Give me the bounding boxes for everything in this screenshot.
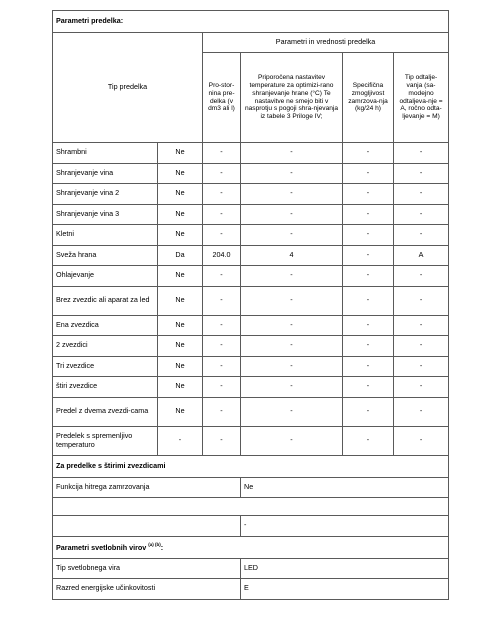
compartment-present: Ne [158, 184, 203, 205]
compartment-freezing-capacity: - [343, 184, 394, 205]
compartment-name: 2 zvezdici [53, 336, 158, 357]
compartment-temperature: - [241, 397, 343, 426]
compartment-temperature: - [241, 143, 343, 164]
section-title-light-sources: Parametri svetlobnih virov $^{(a) (b)}$: [53, 536, 449, 558]
compartment-temperature: 4 [241, 245, 343, 266]
compartment-volume: 204.0 [203, 245, 241, 266]
compartment-volume: - [203, 356, 241, 377]
header-volume: Pro-stor-nina pre-delka (v dm3 ali l) [203, 53, 241, 143]
compartment-freezing-capacity: - [343, 397, 394, 426]
compartment-volume: - [203, 163, 241, 184]
blank-row [53, 498, 449, 516]
compartment-freezing-capacity: - [343, 245, 394, 266]
compartment-present: Ne [158, 225, 203, 246]
compartment-defrost-type: - [394, 143, 449, 164]
compartment-present: Ne [158, 204, 203, 225]
parameters-sheet [52, 10, 448, 600]
compartment-name: Ena zvezdica [53, 315, 158, 336]
compartment-name: Ohlajevanje [53, 266, 158, 287]
compartment-temperature: - [241, 286, 343, 315]
compartment-name: Kletni [53, 225, 158, 246]
compartment-present: Ne [158, 397, 203, 426]
compartment-volume: - [203, 286, 241, 315]
section-title-four-star: Za predelke s štirimi zvezdicami [53, 455, 449, 477]
compartment-temperature: - [241, 315, 343, 336]
compartment-temperature: - [241, 377, 343, 398]
compartment-name: Predelek s spremenljivo temperaturo [53, 426, 158, 455]
energy-class-value: E [241, 579, 449, 600]
compartment-defrost-type: - [394, 356, 449, 377]
compartment-present: Ne [158, 336, 203, 357]
compartment-freezing-capacity: - [343, 143, 394, 164]
compartment-defrost-type: A [394, 245, 449, 266]
compartment-name: Shranjevanje vina [53, 163, 158, 184]
compartment-row [53, 143, 449, 164]
compartment-present: Ne [158, 377, 203, 398]
compartment-defrost-type: - [394, 204, 449, 225]
compartment-freezing-capacity: - [343, 266, 394, 287]
light-title-text: Parametri svetlobnih virov [56, 542, 147, 552]
compartment-name: štiri zvezdice [53, 377, 158, 398]
compartment-present: Ne [158, 143, 203, 164]
compartment-volume: - [203, 225, 241, 246]
compartment-freezing-capacity: - [343, 286, 394, 315]
compartment-row [53, 336, 449, 357]
compartment-defrost-type: - [394, 336, 449, 357]
section-title-compartment: Parametri predelka: [53, 11, 449, 33]
compartment-volume: - [203, 336, 241, 357]
compartment-present: Ne [158, 286, 203, 315]
fast-freeze-label: Funkcija hitrega zamrzovanja [53, 477, 241, 498]
compartment-name: Predel z dvema zvezdi-cama [53, 397, 158, 426]
header-defrost-type: Tip odtalje-vanja (sa-modejno odtaljeva-nje = A, ročno odta-ljevanje = M) [394, 53, 449, 143]
compartment-present: Da [158, 245, 203, 266]
compartment-name: Brez zvezdic ali aparat za led [53, 286, 158, 315]
compartment-temperature: - [241, 204, 343, 225]
compartment-freezing-capacity: - [343, 204, 394, 225]
light-type-label: Tip svetlobnega vira [53, 558, 241, 579]
fast-freeze-value: Ne [241, 477, 449, 498]
compartment-freezing-capacity: - [343, 356, 394, 377]
compartment-defrost-type: - [394, 266, 449, 287]
light-type-value: LED [241, 558, 449, 579]
compartment-freezing-capacity: - [343, 336, 394, 357]
compartment-defrost-type: - [394, 377, 449, 398]
compartment-temperature: - [241, 356, 343, 377]
compartment-present: Ne [158, 266, 203, 287]
compartment-freezing-capacity: - [343, 426, 394, 455]
compartment-defrost-type: - [394, 163, 449, 184]
compartment-temperature: - [241, 266, 343, 287]
compartment-row [53, 245, 449, 266]
compartment-row [53, 315, 449, 336]
compartment-defrost-type: - [394, 184, 449, 205]
compartment-name: Shranjevanje vina 3 [53, 204, 158, 225]
compartment-row [53, 356, 449, 377]
compartment-present: Ne [158, 163, 203, 184]
light-title-footnote-marks: (a) (b) [148, 541, 161, 547]
compartment-row [53, 266, 449, 287]
compartment-temperature: - [241, 163, 343, 184]
compartment-volume: - [203, 377, 241, 398]
compartment-defrost-type: - [394, 397, 449, 426]
compartment-volume: - [203, 204, 241, 225]
compartment-name: Tri zvezdice [53, 356, 158, 377]
compartment-row [53, 204, 449, 225]
compartment-freezing-capacity: - [343, 225, 394, 246]
compartment-name: Shranjevanje vina 2 [53, 184, 158, 205]
compartment-row [53, 163, 449, 184]
compartment-present: Ne [158, 315, 203, 336]
header-parameter-group: Parametri in vrednosti predelka [203, 33, 449, 53]
four-star-extra-label [53, 516, 241, 537]
compartment-row [53, 397, 449, 426]
compartment-volume: - [203, 266, 241, 287]
compartment-present: Ne [158, 356, 203, 377]
compartment-temperature: - [241, 336, 343, 357]
four-star-extra-value: - [241, 516, 449, 537]
compartment-parameters-table [52, 10, 449, 600]
compartment-name: Sveža hrana [53, 245, 158, 266]
header-freezing-capacity: Specifična zmogljivost zamrzova-nja (kg/24 h) [343, 53, 394, 143]
compartment-freezing-capacity: - [343, 377, 394, 398]
compartment-volume: - [203, 426, 241, 455]
compartment-present: - [158, 426, 203, 455]
header-compartment-type: Tip predelka [53, 33, 203, 143]
compartment-row [53, 184, 449, 205]
compartment-defrost-type: - [394, 426, 449, 455]
compartment-temperature: - [241, 225, 343, 246]
compartment-defrost-type: - [394, 225, 449, 246]
compartment-volume: - [203, 184, 241, 205]
compartment-volume: - [203, 315, 241, 336]
compartment-volume: - [203, 397, 241, 426]
compartment-row [53, 286, 449, 315]
compartment-temperature: - [241, 426, 343, 455]
compartment-volume: - [203, 143, 241, 164]
energy-class-label: Razred energijske učinkovitosti [53, 579, 241, 600]
compartment-row [53, 377, 449, 398]
compartment-defrost-type: - [394, 315, 449, 336]
compartment-freezing-capacity: - [343, 163, 394, 184]
header-temperature: Priporočena nastavitev temperature za optimizi-rano shranjevanje hrane (°C) Te nastavitve ne smejo biti v nasprotju s pogoji shra-njevanja iz tabele 3 Priloge IV; [241, 53, 343, 143]
compartment-name: Shrambni [53, 143, 158, 164]
compartment-temperature: - [241, 184, 343, 205]
compartment-row [53, 426, 449, 455]
compartment-freezing-capacity: - [343, 315, 394, 336]
compartment-row [53, 225, 449, 246]
compartment-defrost-type: - [394, 286, 449, 315]
